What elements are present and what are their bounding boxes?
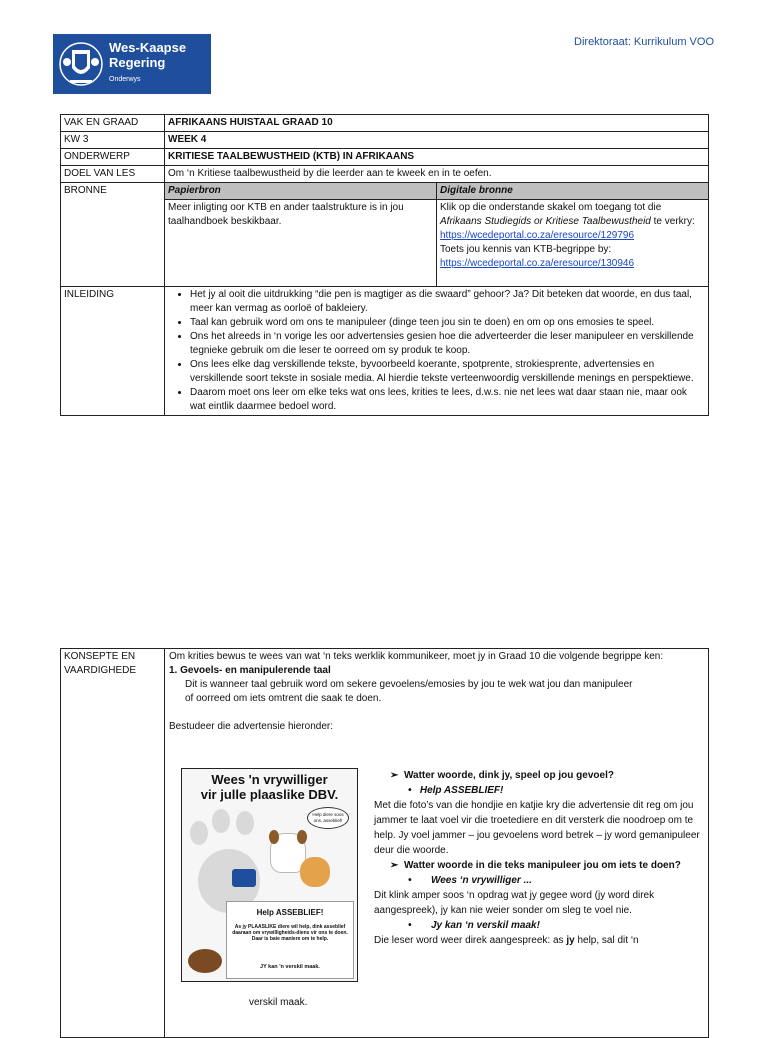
logo-title: Wes-Kaapse Regering bbox=[109, 40, 187, 70]
sources-table bbox=[165, 183, 708, 286]
paragraph-3: Die leser word weer direk aangespreek: as jy help, sal dit ‘n bbox=[374, 935, 639, 946]
speech-bubble: Help diere soos ons, asseblief! bbox=[307, 807, 349, 829]
paw-toe-icon bbox=[190, 821, 208, 845]
list-item: • Het jy al ooit die uitdrukking “die pen is magtiger as die swaard” gehoor? Ja? Dit beteken dat woorde, en dus taal, meer kan vermag as oorloë of bakleiery. bbox=[190, 288, 705, 316]
ad-text-panel bbox=[226, 901, 354, 979]
paragraph-1: Met die foto’s van die hondjie en katjie kry die advertensie dit reg om jou jammer te laat voel vir die troetediere en dit versterk die noodroep om te help. Jy voel jammer – jou gevoelens word betrek – jy word gemanipuleer deur die woorde. bbox=[374, 800, 700, 856]
wcg-logo bbox=[53, 34, 211, 94]
table-row-bronne bbox=[61, 183, 709, 287]
definition-2: of oorreed om iets omtrent die saak te doen. bbox=[185, 693, 382, 704]
table-row-inleiding bbox=[61, 287, 709, 416]
digital-source-header: Digitale bronne bbox=[437, 183, 709, 200]
coat-of-arms-icon bbox=[58, 38, 104, 90]
eresource-link-1[interactable]: https://wcedeportal.co.za/eresource/129796 bbox=[440, 230, 635, 241]
concepts-cell bbox=[165, 649, 709, 1038]
question-1: ➢ Watter woorde, dink jy, speel op jou gevoel? bbox=[390, 770, 614, 781]
list-item: • Ons het alreeds in ‘n vorige les oor advertensies gesien hoe die adverteerder die leser manipuleer en verskillende tegnieke gebruik om die leser te oorreed om sy produk te koop. bbox=[190, 330, 705, 358]
row-label: VAK EN GRAAD bbox=[61, 115, 165, 132]
paw-toe-icon bbox=[236, 811, 254, 835]
row-label: BRONNE bbox=[61, 183, 165, 287]
answer-3: • Jy kan ‘n verskil maak! bbox=[408, 920, 540, 931]
ad-title: Wees 'n vrywilliger vir julle plaaslike DBV. bbox=[200, 772, 339, 802]
row-value: AFRIKAANS HUISTAAL GRAAD 10 bbox=[165, 115, 709, 132]
eresource-link-2[interactable]: https://wcedeportal.co.za/eresource/130946 bbox=[440, 258, 635, 269]
ad-analysis bbox=[374, 768, 701, 948]
intro-bullet-list bbox=[168, 288, 705, 414]
row-value: WEEK 4 bbox=[165, 132, 709, 149]
guinea-pig-image bbox=[188, 949, 222, 973]
row-label: ONDERWERP bbox=[61, 149, 165, 166]
list-item: • Ons lees elke dag verskillende tekste, byvoorbeeld koerante, spotprente, strokiesprente, advertensies en verskillende soort tekste in sosiale media. Al hierdie tekste verteenwoordig verskillende menings en perspektiewe. bbox=[190, 358, 705, 386]
concepts-table bbox=[60, 648, 709, 1038]
intro-cell bbox=[165, 287, 709, 416]
study-instruction: Bestudeer die advertensie hieronder: bbox=[169, 721, 333, 732]
concepts-intro: Om krities bewus te wees van wat ‘n teks werklik kommunikeer, moet jy in Graad 10 die volgende begrippe ken: bbox=[169, 651, 664, 662]
section-heading: 1. Gevoels- en manipulerende taal bbox=[169, 665, 331, 676]
ad-body-text: As jy PLAASLIKE diere wil help, dink asseblief daaraan om vrywilligheids-diens vir ons te doen. Daar is baie maniere om te help. bbox=[232, 924, 348, 942]
row-label: INLEIDING bbox=[61, 287, 165, 416]
paper-source-header: Papierbron bbox=[165, 183, 437, 200]
paw-toe-icon bbox=[212, 809, 230, 833]
ad-verskil-text: JY kan 'n verskil maak. bbox=[260, 964, 320, 970]
dbv-badge-icon bbox=[232, 869, 256, 887]
table-row bbox=[61, 149, 709, 166]
row-value: KRITIESE TAALBEWUSTHEID (KTB) IN AFRIKAANS bbox=[165, 149, 709, 166]
row-label: DOEL VAN LES bbox=[61, 166, 165, 183]
table-row bbox=[61, 166, 709, 183]
question-2: ➢ Watter woorde in die teks manipuleer jou om iets te doen? bbox=[390, 860, 681, 871]
sources-cell bbox=[165, 183, 709, 287]
advertisement-image bbox=[181, 768, 358, 982]
cat-image bbox=[300, 857, 330, 887]
table-row bbox=[61, 649, 709, 1038]
paragraph-3-end: verskil maak. bbox=[249, 997, 308, 1008]
lesson-info-table bbox=[60, 114, 709, 416]
logo-subtitle: Onderwys bbox=[109, 76, 141, 83]
list-item: • Daarom moet ons leer om elke teks wat ons lees, krities te lees, d.w.s. nie net lees wat daar staan nie, maar ook wat eintlik daarmee bedoel word. bbox=[190, 386, 705, 414]
paragraph-2: Dit klink amper soos ‘n opdrag wat jy gegee word (jy word direk aangespreek), jy kan nie weier sonder om sleg te voel nie. bbox=[374, 890, 655, 916]
table-row bbox=[61, 115, 709, 132]
row-value: Om ‘n Kritiese taalbewustheid by die leerder aan te kweek en in te oefen. bbox=[165, 166, 709, 183]
ad-help-text: Help ASSEBLIEF! bbox=[256, 908, 324, 917]
row-label: KW 3 bbox=[61, 132, 165, 149]
directorate-label: Direktoraat: Kurrikulum VOO bbox=[574, 36, 714, 48]
table-row bbox=[61, 132, 709, 149]
answer-2: • Wees ‘n vrywilliger ... bbox=[408, 875, 532, 886]
digital-source-text: Klik op die onderstande skakel om toegang tot die Afrikaans Studiegids or Kritiese Taalbewustheid te verkry: https://wcedeportal.co.za/eresource/129796 Toets jou kennis van KTB-begrippe by: https://wcedeportal.co.za/eresource/130946 bbox=[437, 200, 709, 287]
list-item: • Taal kan gebruik word om ons te manipuleer (dinge teen jou sin te doen) en om op ons emosies te speel. bbox=[190, 316, 705, 330]
answer-1: • Help ASSEBLIEF! bbox=[408, 785, 504, 796]
row-label: KONSEPTE EN VAARDIGHEDE bbox=[61, 649, 165, 1038]
definition-1: Dit is wanneer taal gebruik word om sekere gevoelens/emosies by jou te wek wat jou dan manipuleer bbox=[185, 679, 633, 690]
paper-source-text: Meer inligting oor KTB en ander taalstrukture is in jou taalhandboek beskikbaar. bbox=[165, 200, 437, 287]
